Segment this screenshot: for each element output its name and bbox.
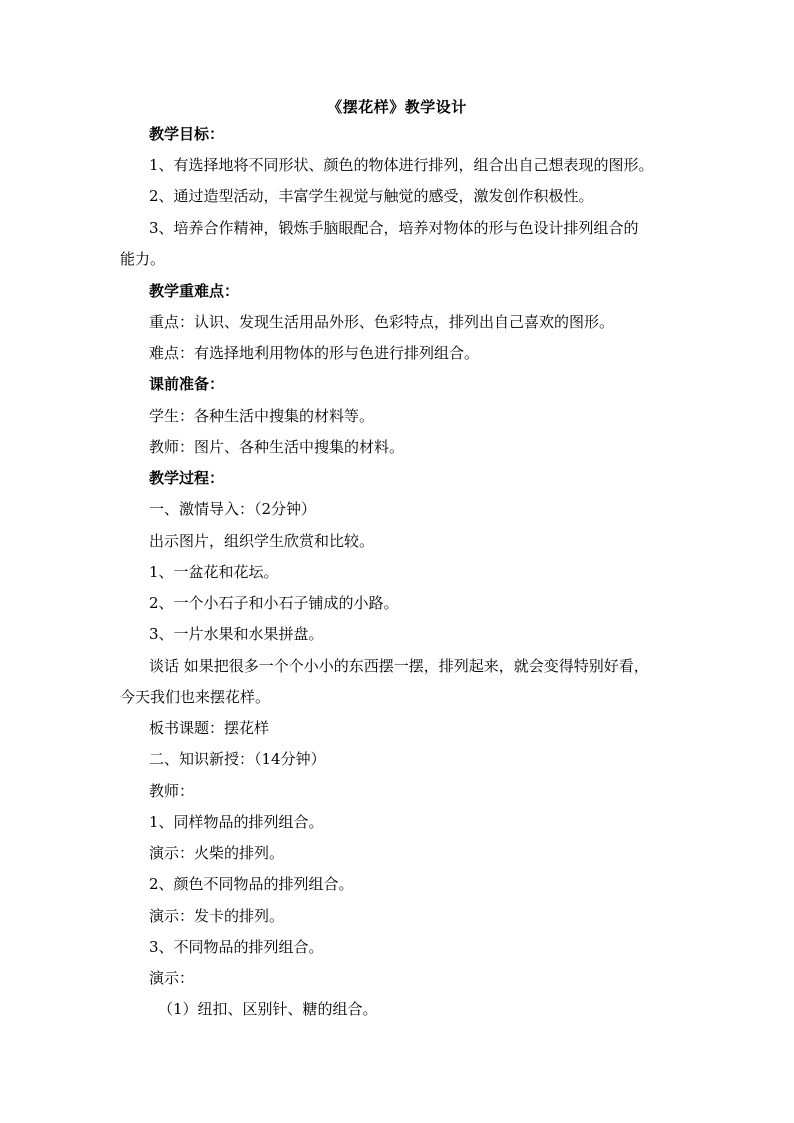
section-heading-process: 教学过程： bbox=[149, 469, 225, 487]
paragraph-line: 3、不同物品的排列组合。 bbox=[149, 938, 324, 956]
paragraph-line: 3、一片水果和水果拼盘。 bbox=[149, 625, 324, 643]
paragraph-line: 1、有选择地将不同形状、颜色的物体进行排列，组合出自己想表现的图形。 bbox=[149, 156, 654, 174]
paragraph-line: 板书课题：摆花样 bbox=[149, 719, 270, 737]
section-heading-key-points: 教学重难点： bbox=[149, 282, 240, 300]
paragraph-line: 演示： bbox=[149, 969, 195, 987]
section-heading-preparation: 课前准备： bbox=[149, 375, 225, 393]
paragraph-line: 难点：有选择地利用物体的形与色进行排列组合。 bbox=[149, 344, 480, 362]
paragraph-line: 谈话 如果把很多一个个小小的东西摆一摆，排列起来，就会变得特别好看， bbox=[149, 657, 649, 675]
paragraph-line: 一、激情导入：（2分钟） bbox=[149, 500, 317, 518]
paragraph-line: 学生：各种生活中搜集的材料等。 bbox=[149, 407, 375, 425]
paragraph-line: 1、同样物品的排列组合。 bbox=[149, 813, 324, 831]
paragraph-line: 1、一盆花和花坛。 bbox=[149, 563, 279, 581]
paragraph-line: 教师： bbox=[149, 782, 195, 800]
paragraph-line: 2、通过造型活动，丰富学生视觉与触觉的感受，激发创作积极性。 bbox=[149, 187, 594, 205]
paragraph-line: 二、知识新授：（14分钟） bbox=[149, 750, 326, 768]
paragraph-line: 2、一个小石子和小石子铺成的小路。 bbox=[149, 594, 399, 612]
paragraph-line: 重点：认识、发现生活用品外形、色彩特点，排列出自己喜欢的图形。 bbox=[149, 313, 615, 331]
paragraph-line: 教师：图片、各种生活中搜集的材料。 bbox=[149, 438, 405, 456]
document-title: 《摆花样》教学设计 bbox=[327, 98, 467, 116]
section-heading-objectives: 教学目标： bbox=[149, 125, 225, 143]
paragraph-line: 3、培养合作精神，锻炼手脑眼配合，培养对物体的形与色设计排列组合的 bbox=[149, 219, 639, 237]
paragraph-line: （1）纽扣、区别针、糖的组合。 bbox=[158, 1000, 378, 1018]
paragraph-line: 2、颜色不同物品的排列组合。 bbox=[149, 875, 354, 893]
paragraph-line: 演示：火柴的排列。 bbox=[149, 844, 285, 862]
paragraph-line: 能力。 bbox=[120, 250, 166, 268]
paragraph-line: 今天我们也来摆花样。 bbox=[120, 688, 271, 706]
paragraph-line: 演示：发卡的排列。 bbox=[149, 907, 285, 925]
paragraph-line: 出示图片，组织学生欣赏和比较。 bbox=[149, 532, 375, 550]
